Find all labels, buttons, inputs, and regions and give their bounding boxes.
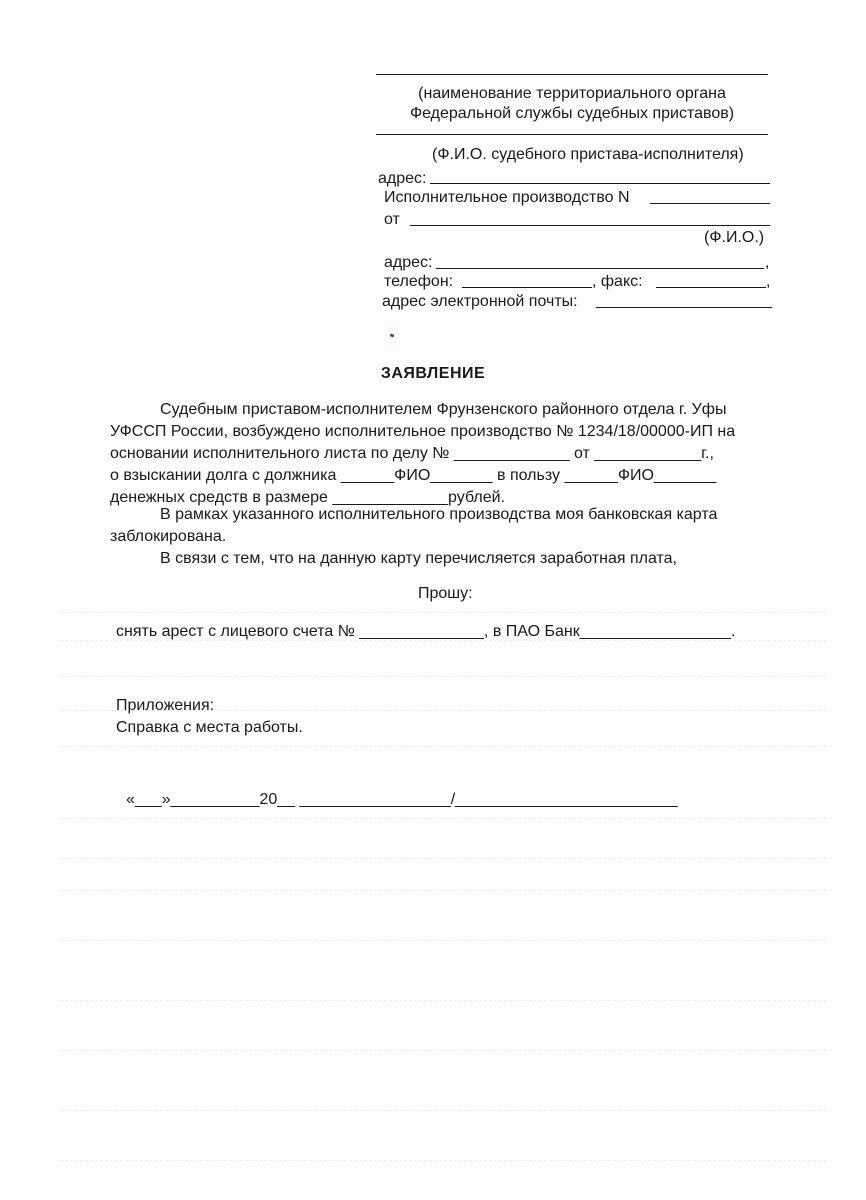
phone-field [462, 287, 592, 288]
paragraph-1-line-3: основании исполнительного листа по делу № _____________ от ____________г., [110, 445, 714, 462]
proceeding-number-field [650, 203, 770, 204]
paragraph-1-line-5: денежных средств в размере _____________рублей. [110, 489, 506, 506]
fax-field [656, 287, 766, 288]
paragraph-1-line-1: Судебным приставом-исполнителем Фрунзенского районного отдела г. Уфы [160, 401, 727, 418]
from-label: от [384, 211, 400, 228]
phone-label: телефон: [384, 273, 454, 290]
organ-name-line [376, 74, 768, 75]
show-through-line [60, 940, 826, 941]
fio-caption: (Ф.И.О.) [704, 229, 765, 246]
attachment-item: Справка с места работы. [116, 719, 303, 736]
show-through-line [60, 1160, 826, 1161]
show-through-line [60, 890, 826, 891]
show-through-line [60, 746, 826, 747]
organ-caption-2: Федеральной службы судебных приставов) [409, 105, 735, 122]
applicant-address-label: адрес: [384, 254, 433, 271]
paragraph-1-line-2: УФССП России, возбуждено исполнительное производство № 1234/18/00000-ИП на [110, 423, 736, 440]
show-through-line [60, 1050, 826, 1051]
show-through-line [60, 858, 826, 859]
request-text: снять арест с лицевого счета № ______________, в ПАО Банк_________________. [116, 623, 736, 640]
show-through-line [60, 1110, 826, 1111]
bailiff-caption: (Ф.И.О. судебного пристава-исполнителя) [432, 146, 744, 163]
show-through-line [60, 640, 826, 641]
paragraph-2-line-2: заблокирована. [110, 528, 227, 545]
organ-caption-1: (наименование территориального органа [418, 85, 726, 102]
document-title: ЗАЯВЛЕНИЕ [380, 365, 486, 382]
applicant-address-field [436, 268, 764, 269]
email-label: адрес электронной почты: [382, 293, 578, 310]
comma: , [765, 254, 770, 271]
show-through-line [60, 676, 826, 677]
attachments-label: Приложения: [116, 697, 215, 714]
address-field [430, 183, 770, 184]
bailiff-name-line [376, 134, 768, 135]
request-heading: Прошу: [418, 585, 473, 602]
fax-label: , факс: [592, 273, 643, 290]
address-label: адрес: [378, 170, 427, 187]
proceeding-label: Исполнительное производство N [384, 189, 630, 206]
email-field [596, 307, 772, 308]
paragraph-1-line-4: о взыскании долга с должника ______ФИО_______ в пользу ______ФИО_______ [110, 467, 717, 484]
ink-mark [390, 333, 395, 337]
show-through-line [60, 1000, 826, 1001]
show-through-line [60, 818, 826, 819]
paragraph-3-line-1: В связи с тем, что на данную карту перечисляется заработная плата, [160, 550, 677, 567]
date-signature-line: «___»__________20__ _________________/_________________________ [126, 791, 678, 808]
from-field [410, 225, 770, 226]
show-through-line [60, 612, 826, 613]
paragraph-2-line-1: В рамках указанного исполнительного производства моя банковская карта [160, 506, 718, 523]
comma: , [766, 273, 771, 290]
